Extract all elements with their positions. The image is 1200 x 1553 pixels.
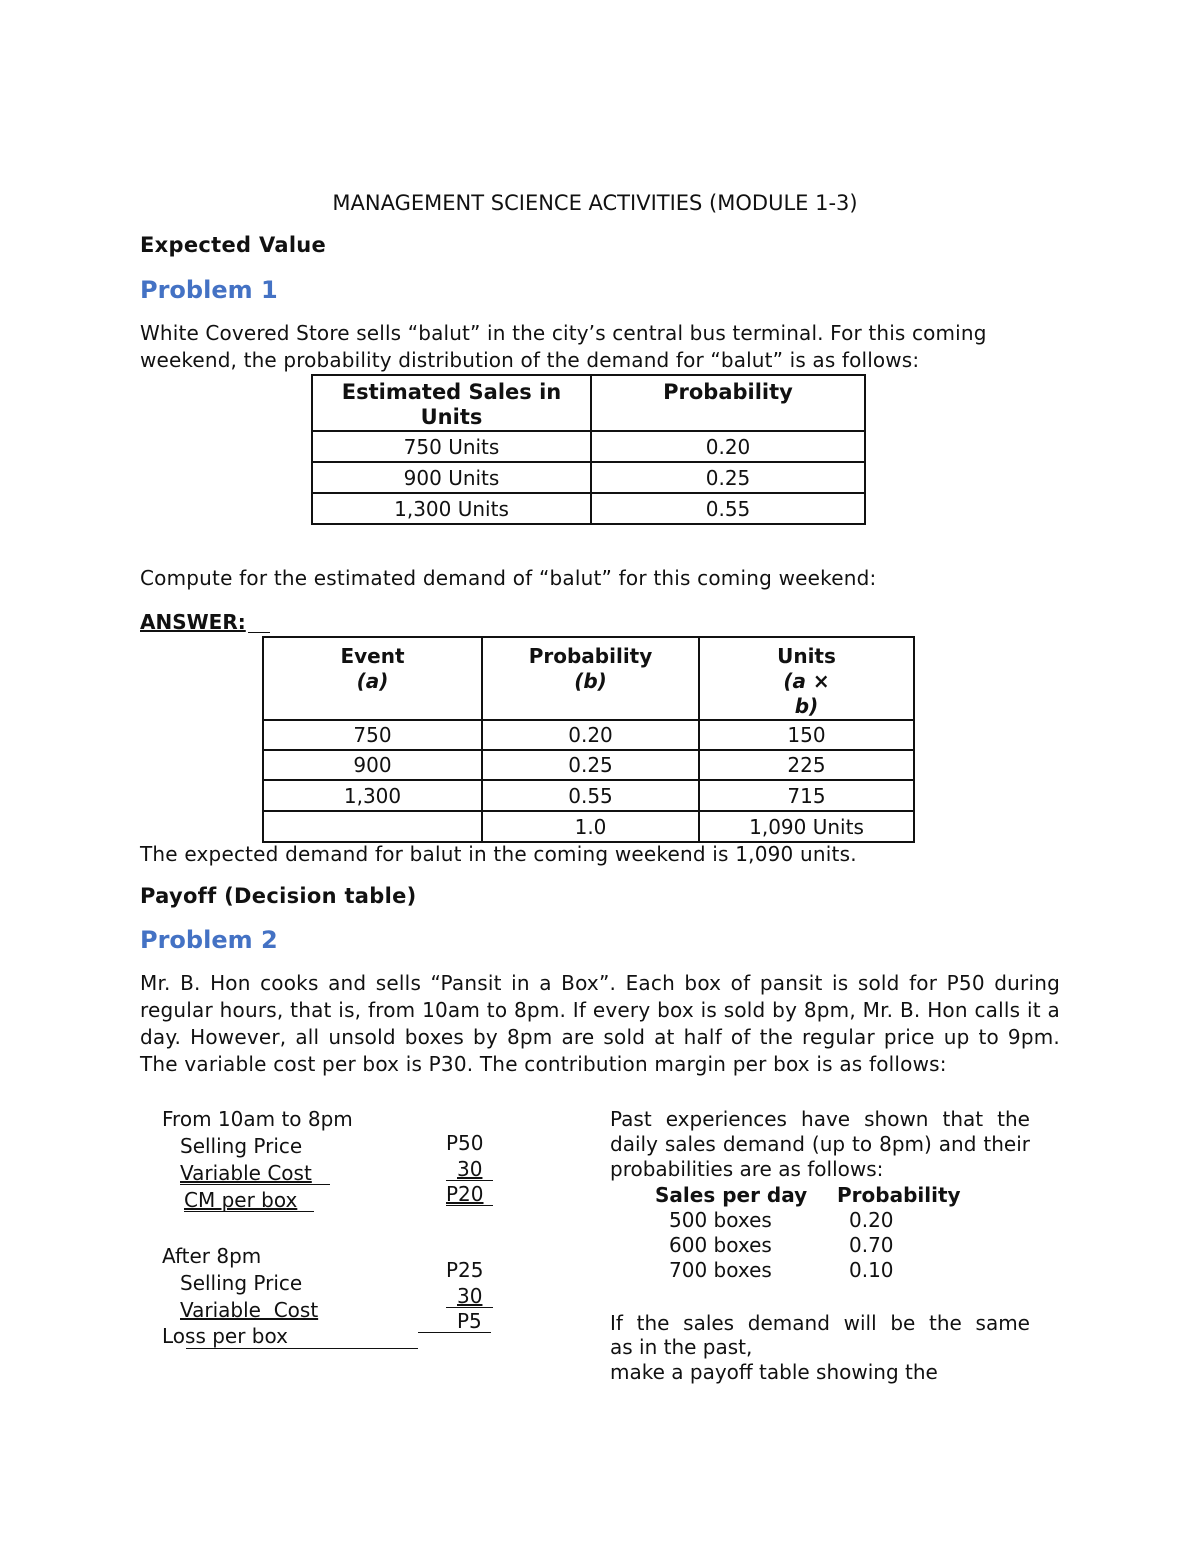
after-variable-cost-value: 30 — [457, 1284, 483, 1308]
header-event-label: Event — [340, 644, 405, 668]
table-row-total — [263, 811, 914, 842]
section-heading-payoff: Payoff (Decision table) — [140, 884, 417, 908]
problem-1-conclusion: The expected demand for balut in the coming weekend is 1,090 units. — [140, 842, 857, 866]
document-title: MANAGEMENT SCIENCE ACTIVITIES (MODULE 1-3) — [332, 191, 858, 215]
problem-1-question: Compute for the estimated demand of “balut” for this coming weekend: — [140, 566, 877, 590]
header-probability-symbol: (b) — [574, 669, 607, 693]
header-probability — [482, 637, 699, 720]
table-row — [312, 493, 865, 524]
demand-row-probability: 0.20 — [849, 1208, 894, 1232]
table-cell: 0.25 — [482, 750, 699, 780]
table-row — [312, 462, 865, 493]
table-cell: 225 — [699, 750, 914, 780]
table-cell: 1,090 Units — [699, 811, 914, 842]
table-row — [312, 431, 865, 462]
demand-row-probability: 0.10 — [849, 1258, 894, 1282]
header-units — [699, 637, 914, 720]
loss-per-box-value: P5 — [457, 1309, 482, 1333]
table-cell: 1.0 — [482, 811, 699, 842]
demand-row-probability: 0.70 — [849, 1233, 894, 1257]
table-cell: 0.55 — [591, 493, 865, 524]
closing-text-line-3: make a payoff table showing the — [610, 1360, 938, 1384]
demand-header-sales: Sales per day — [655, 1183, 808, 1207]
table-cell: 750 Units — [312, 431, 591, 462]
closing-text-line-1: If the sales demand will be the same — [610, 1311, 1030, 1335]
header-probability: Probability — [591, 375, 865, 431]
header-event — [263, 637, 482, 720]
past-experience-text: Past experiences have shown that the daily sales demand (up to 8pm) and their probabilities are as follows: — [610, 1107, 1030, 1181]
closing-text-line-2: as in the past, — [610, 1335, 753, 1359]
after-selling-price-label: Selling Price — [180, 1271, 303, 1295]
table-cell: 900 — [263, 750, 482, 780]
header-units-label: Units — [777, 644, 836, 668]
table-row — [263, 750, 914, 780]
problem-1-text: White Covered Store sells “balut” in the city’s central bus terminal. For this coming weekend, the probability distribution of the demand for “balut” is as follows: — [140, 321, 987, 372]
loss-per-box-label: Loss per box — [162, 1324, 288, 1348]
cm-per-box-value: P20 — [446, 1182, 484, 1206]
demand-row-boxes: 700 boxes — [669, 1258, 772, 1282]
table-cell: 715 — [699, 780, 914, 811]
table-cell: 0.20 — [591, 431, 865, 462]
table-cell: 0.55 — [482, 780, 699, 811]
table-cell — [263, 811, 482, 842]
demand-header-probability: Probability — [837, 1183, 961, 1207]
header-event-symbol: (a) — [356, 669, 389, 693]
header-probability-label: Probability — [528, 644, 653, 668]
regular-selling-price-value: P50 — [446, 1131, 484, 1155]
regular-variable-cost-label: Variable Cost — [180, 1161, 312, 1185]
table-cell: 750 — [263, 720, 482, 750]
problem-2-heading: Problem 2 — [140, 926, 278, 954]
regular-selling-price-label: Selling Price — [180, 1134, 303, 1158]
after-selling-price-value: P25 — [446, 1258, 484, 1282]
table-cell: 0.20 — [482, 720, 699, 750]
table-row — [263, 780, 914, 811]
expected-value-answer-table — [262, 636, 915, 843]
section-heading-expected-value: Expected Value — [140, 233, 327, 257]
demand-row-boxes: 600 boxes — [669, 1233, 772, 1257]
table-row — [263, 720, 914, 750]
after-hours-heading: After 8pm — [162, 1244, 262, 1268]
header-estimated-sales: Estimated Sales in Units — [312, 375, 591, 431]
table-cell: 900 Units — [312, 462, 591, 493]
table-cell: 0.25 — [591, 462, 865, 493]
regular-hours-heading: From 10am to 8pm — [162, 1107, 353, 1131]
demand-distribution-table — [311, 374, 866, 525]
regular-variable-cost-value: 30 — [457, 1157, 483, 1181]
answer-label: ANSWER: — [140, 610, 246, 634]
header-units-formula-part1: (a × — [783, 669, 830, 693]
table-cell: 150 — [699, 720, 914, 750]
table-cell: 1,300 Units — [312, 493, 591, 524]
demand-row-boxes: 500 boxes — [669, 1208, 772, 1232]
problem-2-text: Mr. B. Hon cooks and sells “Pansit in a Box”. Each box of pansit is sold for P50 during regular hours, that is, from 10am to 8pm. If every box is sold by 8pm, Mr. B. Hon calls it a day. However, all unsold boxes by 8pm are sold at half of the regular price up to 9pm. The variable cost per box is P30. The contribution margin per box is as follows: — [140, 971, 1060, 1076]
header-units-formula-part2: b) — [794, 694, 819, 718]
cm-per-box-label: CM per box — [184, 1188, 298, 1212]
after-variable-cost-label: Variable Cost — [180, 1298, 319, 1322]
problem-1-heading: Problem 1 — [140, 276, 278, 304]
table-cell: 1,300 — [263, 780, 482, 811]
